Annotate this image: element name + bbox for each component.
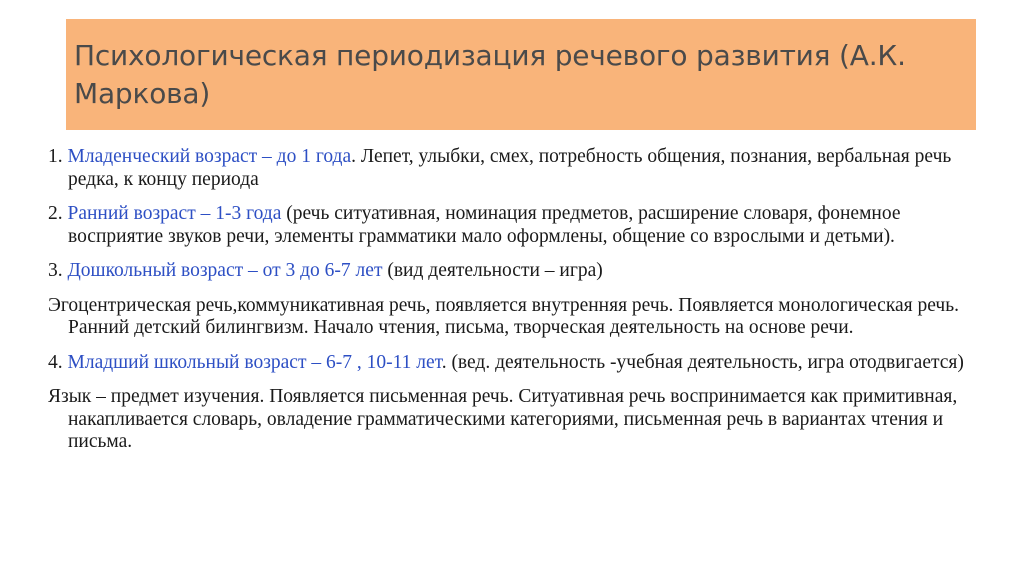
item-number: 2. bbox=[48, 203, 63, 224]
junior-school-details: Язык – предмет изучения. Появляется письменная речь. Ситуативная речь воспринимается как примитивная, накапливается словарь, овладение грамматическими категориями, письменная речь в вариантах чтения и письма. bbox=[48, 386, 958, 452]
list-item-infancy bbox=[48, 146, 978, 191]
item-number: 4. bbox=[48, 351, 63, 373]
item-number: 1. bbox=[48, 146, 63, 167]
item-description: (речь ситуативная, номинация предметов, расширение словаря, фонемное восприятие звуков речи, элементы грамматики мало оформлены, общение со взрослыми и детьми). bbox=[68, 203, 901, 247]
title-banner bbox=[66, 19, 976, 130]
slide-body bbox=[48, 146, 978, 466]
item-description: . Лепет, улыбки, смех, потребность общения, познания, вербальная речь редка, к концу периода bbox=[68, 146, 952, 190]
preschool-details: Эгоцентрическая речь,коммуникативная речь, появляется внутренняя речь. Появляется монологическая речь. Ранний детский билингвизм. Начало чтения, письма, творческая деятельность на основе речи. bbox=[48, 294, 960, 338]
item-description: (вид деятельности – игра) bbox=[382, 260, 603, 281]
list-item-preschool bbox=[48, 260, 978, 283]
item-description: . (вед. деятельность -учебная деятельность, игра отодвигается) bbox=[441, 351, 964, 373]
age-period-label: Дошкольный возраст – от 3 до 6-7 лет bbox=[67, 260, 383, 281]
age-period-label: Ранний возраст – 1-3 года bbox=[67, 203, 282, 224]
age-period-label: Младший школьный возраст – 6-7 , 10-11 лет bbox=[67, 351, 442, 373]
list-item-junior-school bbox=[48, 352, 978, 375]
list-item-early-age bbox=[48, 203, 978, 248]
item-number: 3. bbox=[48, 260, 63, 281]
slide-title: Психологическая периодизация речевого развития (А.К. Маркова) bbox=[74, 39, 906, 110]
age-period-label: Младенческий возраст – до 1 года bbox=[67, 146, 352, 167]
